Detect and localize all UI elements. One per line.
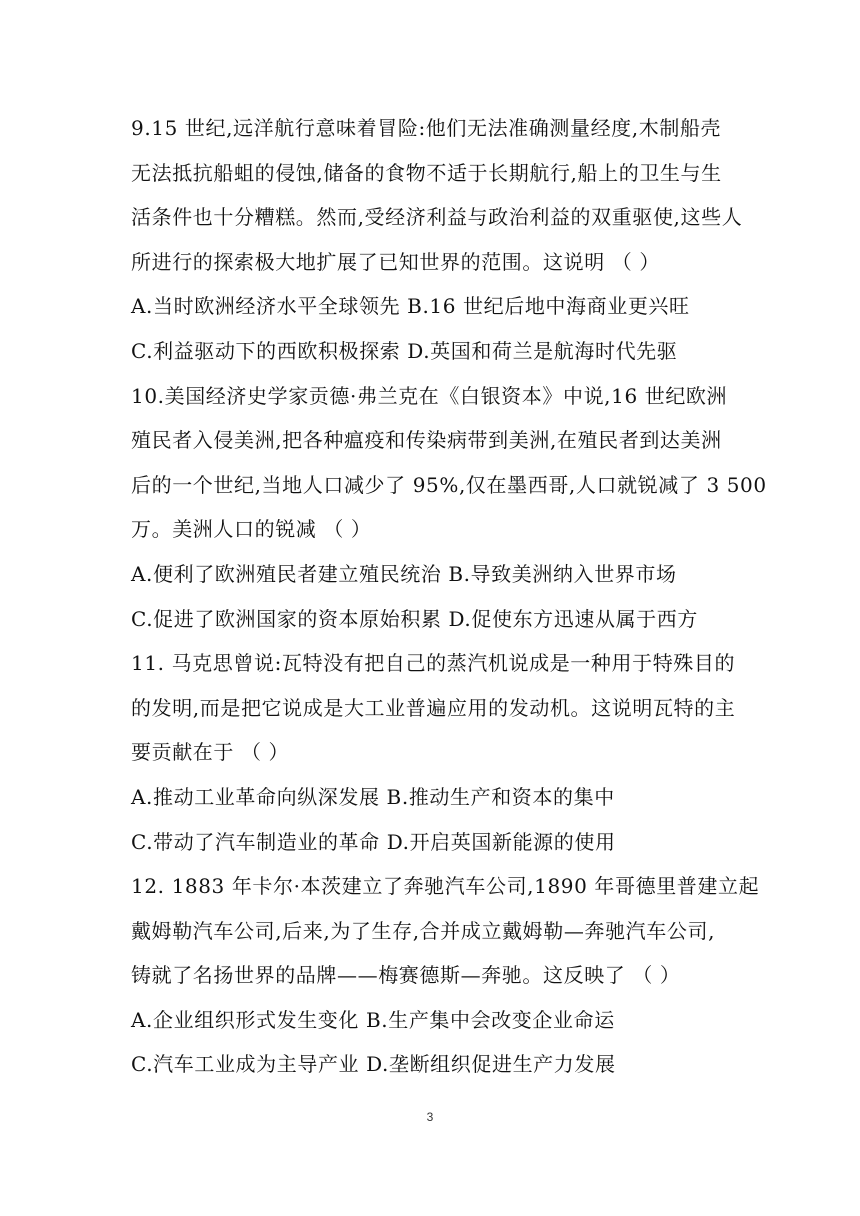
question-12 xyxy=(131,864,760,1087)
question-stem-line: 所进行的探索极大地扩展了已知世界的范围。这说明 （ ） xyxy=(131,249,660,274)
document-body xyxy=(131,106,767,1087)
option-line: A.推动工业革命向纵深发展 B.推动生产和资本的集中 xyxy=(131,784,615,809)
question-stem-line: 9.15 世纪,远洋航行意味着冒险:他们无法准确测量经度,木制船壳 xyxy=(131,116,722,140)
option-line: A.企业组织形式发生变化 B.生产集中会改变企业命运 xyxy=(131,1007,615,1032)
question-10 xyxy=(131,374,767,642)
question-stem-line: 10.美国经济史学家贡德·弗兰克在《白银资本》中说,16 世纪欧洲 xyxy=(131,383,728,408)
question-stem-line: 活条件也十分糟糕。然而,受经济利益与政治利益的双重驱使,这些人 xyxy=(131,205,743,230)
question-stem-line: 后的一个世纪,当地人口减少了 95%,仅在墨西哥,人口就锐减了 3 500 xyxy=(131,472,767,497)
question-stem-line: 11. 马克思曾说:瓦特没有把自己的蒸汽机说成是一种用于特殊目的 xyxy=(131,651,736,676)
page-number: 3 xyxy=(426,1110,434,1124)
question-stem-line: 铸就了名扬世界的品牌——梅赛德斯—奔驰。这反映了 （ ） xyxy=(131,963,681,988)
option-line: C.带动了汽车制造业的革命 D.开启英国新能源的使用 xyxy=(131,829,616,854)
option-line: A.当时欧洲经济水平全球领先 B.16 世纪后地中海商业更兴旺 xyxy=(131,294,690,319)
question-stem-line: 戴姆勒汽车公司,后来,为了生存,合并成立戴姆勒—奔驰汽车公司, xyxy=(131,918,716,943)
question-stem-line: 无法抵抗船蛆的侵蚀,储备的食物不适于长期航行,船上的卫生与生 xyxy=(131,160,722,185)
question-stem-line: 要贡献在于 （ ） xyxy=(131,740,290,765)
question-stem-line: 万。美洲人口的锐减 （ ） xyxy=(131,517,372,542)
question-11 xyxy=(131,641,741,864)
question-stem-line: 12. 1883 年卡尔·本茨建立了奔驰汽车公司,1890 年哥德里普建立起 xyxy=(131,874,760,899)
option-line: A.便利了欧洲殖民者建立殖民统治 B.导致美洲纳入世界市场 xyxy=(131,561,677,586)
question-9 xyxy=(131,106,741,374)
question-stem-line: 殖民者入侵美洲,把各种瘟疫和传染病带到美洲,在殖民者到达美洲 xyxy=(131,428,722,453)
question-stem-line: 的发明,而是把它说成是大工业普遍应用的发动机。这说明瓦特的主 xyxy=(131,695,736,720)
option-line: C.促进了欧洲国家的资本原始积累 D.促使东方迅速从属于西方 xyxy=(131,606,698,631)
option-line: C.利益驱动下的西欧积极探索 D.英国和荷兰是航海时代先驱 xyxy=(131,338,678,363)
option-line: C.汽车工业成为主导产业 D.垄断组织促进生产力发展 xyxy=(131,1052,616,1077)
